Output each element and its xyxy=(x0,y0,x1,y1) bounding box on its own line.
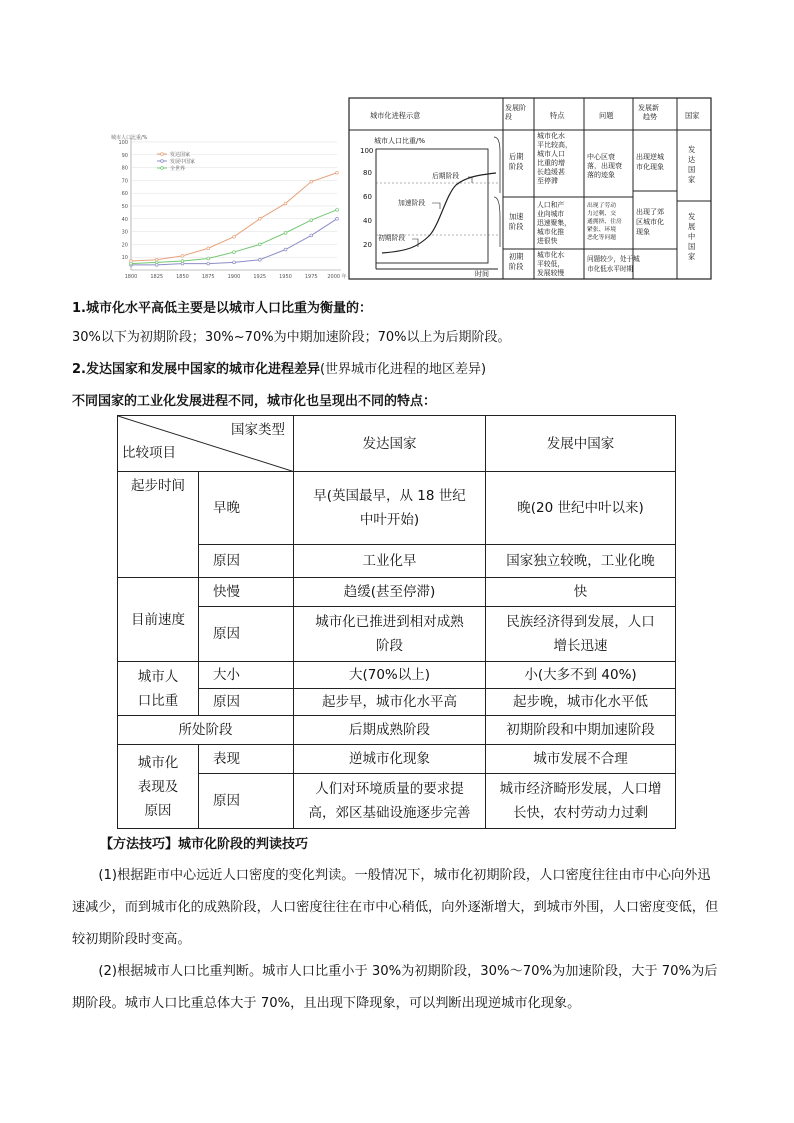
table-row xyxy=(118,716,676,745)
series-line xyxy=(131,173,337,261)
x-tick-label: 1825 xyxy=(150,274,164,280)
table-row xyxy=(118,472,676,545)
y-tick-label: 80 xyxy=(121,165,128,172)
item-reason: 原因 xyxy=(199,607,294,662)
schematic-early-label: 初期阶段 xyxy=(378,234,406,242)
col-header-developed: 发达国家 xyxy=(294,416,486,472)
cell-speed-devg: 快 xyxy=(486,578,676,607)
x-tick-label: 1875 xyxy=(201,274,215,280)
section2-heading-paren: (世界城市化进程的地区差异) xyxy=(319,362,487,377)
method-paragraph-1: (1)根据距市中心远近人口密度的变化判读。一般情况下，城市化初期阶段，人口密度往往由市中心向外迅速减少，而到城市化的成熟阶段，人口密度往往在市中心稍低，向外逐渐增大，到城市外围，人口密度变低，但较初期阶段时变高。 xyxy=(72,868,719,947)
section1-heading: 1.城市化水平高低主要是以城市人口比重为衡量的： xyxy=(72,301,372,316)
group-stage: 所处阶段 xyxy=(118,716,294,745)
legend-marker xyxy=(161,167,164,170)
section2-heading-bold: 2.发达国家和发展中国家的城市化进程差异 xyxy=(72,362,320,377)
header-stage: 发展阶段 xyxy=(505,104,526,121)
cell-reason1-devg: 国家独立较晚，工业化晚 xyxy=(486,545,676,578)
stage-accel: 加速阶段 xyxy=(509,212,524,231)
cell-stage-dev: 后期成熟阶段 xyxy=(294,716,486,745)
cell-reason1-dev: 工业化早 xyxy=(294,545,486,578)
chart-y-title: 城市人口比重/% xyxy=(111,135,148,141)
item-size: 大小 xyxy=(199,662,294,689)
cell-reason4-devg: 城市经济畸形发展，人口增长快，农村劳动力过剩 xyxy=(486,774,676,829)
y-tick-label: 20 xyxy=(121,242,128,249)
cell-reason3-devg: 起步晚，城市化水平低 xyxy=(486,689,676,716)
data-point xyxy=(336,208,339,211)
group-current-speed: 目前速度 xyxy=(118,578,199,662)
cell-reason4-dev: 人们对环境质量的要求提高，郊区基础设施逐步完善 xyxy=(294,774,486,829)
item-reason: 原因 xyxy=(199,545,294,578)
y-tick-label: 70 xyxy=(121,178,128,185)
cell-start-dev: 早(英国最早，从 18 世纪中叶开始) xyxy=(294,472,486,545)
data-point xyxy=(207,262,210,265)
schematic-y-tick-80: 80 xyxy=(363,169,372,177)
y-tick-label: 40 xyxy=(121,216,128,223)
cell-perf-dev: 逆城市化现象 xyxy=(294,745,486,774)
stage-late: 后期阶段 xyxy=(509,152,524,171)
problem-accel: 出现了劳动力过剩、交通拥挤、住房紧张、环境恶化等问题 xyxy=(587,203,622,241)
x-tick-label: 1950 xyxy=(279,274,292,280)
cell-share-dev: 大(70%以上) xyxy=(294,662,486,689)
cell-speed-dev: 趋缓(甚至停滞) xyxy=(294,578,486,607)
data-point xyxy=(310,180,313,183)
data-point xyxy=(181,260,184,263)
table-corner-cell xyxy=(118,416,294,472)
data-point xyxy=(310,219,313,222)
x-tick-label: 2000 年 xyxy=(327,274,347,280)
method-paragraph-2: (2)根据城市人口比重判断。城市人口比重小于 30%为初期阶段，30%～70%为加速阶段，大于 70%为后期阶段。城市人口比重总体大于 70%，且出现下降现象，可以判断出现逆城市化现象。 xyxy=(72,964,718,1011)
item-speed: 快慢 xyxy=(199,578,294,607)
table-row xyxy=(118,662,676,689)
legend-label: 发展中国家 xyxy=(170,159,196,165)
data-point xyxy=(207,257,210,260)
x-tick-label: 1800 xyxy=(124,274,138,280)
x-tick-label: 1900 xyxy=(227,274,241,280)
table-row xyxy=(118,745,676,774)
schematic-accel-label: 加速阶段 xyxy=(398,199,426,207)
data-point xyxy=(258,258,261,261)
feature-accel: 人口和产业向城市迅速聚集，城市化推进很快 xyxy=(537,201,571,245)
cell-share-devg: 小(大多不到 40%) xyxy=(486,662,676,689)
problem-early: 问题较少，处于城市化低水平时期 xyxy=(587,255,640,273)
schematic-x-label: 时间 xyxy=(475,270,489,278)
urbanization-process-table xyxy=(348,97,713,281)
header-country: 国家 xyxy=(685,111,700,120)
item-reason: 原因 xyxy=(199,774,294,829)
cell-start-devg: 晚(20 世纪中叶以来) xyxy=(486,472,676,545)
y-tick-label: 30 xyxy=(121,229,128,236)
country-developed: 发达国家 xyxy=(688,145,696,184)
schematic-late-label: 后期阶段 xyxy=(432,172,460,180)
data-point xyxy=(336,217,339,220)
data-point xyxy=(181,255,184,258)
data-point xyxy=(258,243,261,246)
item-early-late: 早晚 xyxy=(199,472,294,545)
data-point xyxy=(207,247,210,250)
col-header-developing: 发展中国家 xyxy=(486,416,676,472)
data-point xyxy=(130,262,133,265)
corner-country-type: 国家类型 xyxy=(231,422,285,438)
section2-heading xyxy=(72,361,486,379)
cell-perf-devg: 城市发展不合理 xyxy=(486,745,676,774)
legend-marker xyxy=(161,153,164,156)
x-tick-label: 1850 xyxy=(176,274,189,280)
country-developing: 发展中国家 xyxy=(688,212,696,261)
data-point xyxy=(233,251,236,254)
table-row xyxy=(118,578,676,607)
section1-text: 30%以下为初期阶段；30%~70%为中期加速阶段；70%以上为后期阶段。 xyxy=(72,330,511,345)
legend-label: 全世界 xyxy=(170,166,186,172)
table-header-row xyxy=(118,416,676,472)
header-problem: 问题 xyxy=(599,111,614,120)
header-process: 城市化进程示意 xyxy=(370,111,421,120)
schematic-y-title: 城市人口比重/% xyxy=(374,137,426,145)
y-tick-label: 10 xyxy=(121,255,128,262)
trend-accel: 出现了郊区城市化现象 xyxy=(636,208,664,236)
urbanization-line-chart xyxy=(103,130,348,285)
cell-stage-devg: 初期阶段和中期加速阶段 xyxy=(486,716,676,745)
group-start-time: 起步时间 xyxy=(118,472,199,578)
table-row xyxy=(118,545,676,578)
table-row xyxy=(118,689,676,716)
feature-early: 城市化水平较低，发展较慢 xyxy=(537,251,565,277)
corner-compare-item: 比较项目 xyxy=(122,445,176,461)
cell-reason3-dev: 起步早，城市化水平高 xyxy=(294,689,486,716)
schematic-y-tick-40: 40 xyxy=(363,217,372,225)
y-tick-label: 50 xyxy=(121,204,128,210)
x-tick-label: 1975 xyxy=(304,274,318,280)
series-line xyxy=(131,219,337,265)
problem-late: 中心区衰落，出现衰落的迹象 xyxy=(587,153,622,179)
data-point xyxy=(155,261,158,264)
header-trend: 发展新趋势 xyxy=(638,104,659,121)
legend-marker xyxy=(161,160,164,163)
method-title: 【方法技巧】城市化阶段的判读技巧 xyxy=(100,837,309,852)
trend-late: 出现逆城市化现象 xyxy=(636,153,664,171)
table-row xyxy=(118,607,676,662)
header-feature: 特点 xyxy=(550,111,565,120)
data-point xyxy=(310,234,313,237)
data-point xyxy=(258,217,261,220)
group-performance: 城市化表现及原因 xyxy=(118,745,199,829)
data-point xyxy=(284,202,287,205)
comparison-table xyxy=(117,415,676,829)
data-point xyxy=(233,235,236,238)
group-urban-pop-share: 城市人口比重 xyxy=(118,662,199,716)
y-tick-label: 60 xyxy=(121,191,128,198)
feature-late: 城市化水平比较高，城市人口比重的增长趋缓甚至停滞 xyxy=(537,132,572,185)
y-tick-label: 90 xyxy=(121,152,128,159)
data-point xyxy=(233,261,236,264)
item-reason: 原因 xyxy=(199,689,294,716)
x-tick-label: 1925 xyxy=(253,274,267,280)
section2-intro: 不同国家的工业化发展进程不同，城市化也呈现出不同的特点： xyxy=(72,394,437,409)
legend-label: 发达国家 xyxy=(170,152,191,158)
table-row xyxy=(118,774,676,829)
cell-reason2-dev: 城市化已推进到相对成熟阶段 xyxy=(294,607,486,662)
stage-early: 初期阶段 xyxy=(509,252,524,271)
data-point xyxy=(284,248,287,251)
item-performance: 表现 xyxy=(199,745,294,774)
schematic-y-tick-60: 60 xyxy=(363,193,372,201)
y-tick-label: 100 xyxy=(118,140,128,146)
data-point xyxy=(336,171,339,174)
schematic-y-tick-100: 100 xyxy=(360,147,374,155)
schematic-y-tick-20: 20 xyxy=(363,241,372,249)
cell-reason2-devg: 民族经济得到发展，人口增长迅速 xyxy=(486,607,676,662)
data-point xyxy=(284,231,287,234)
